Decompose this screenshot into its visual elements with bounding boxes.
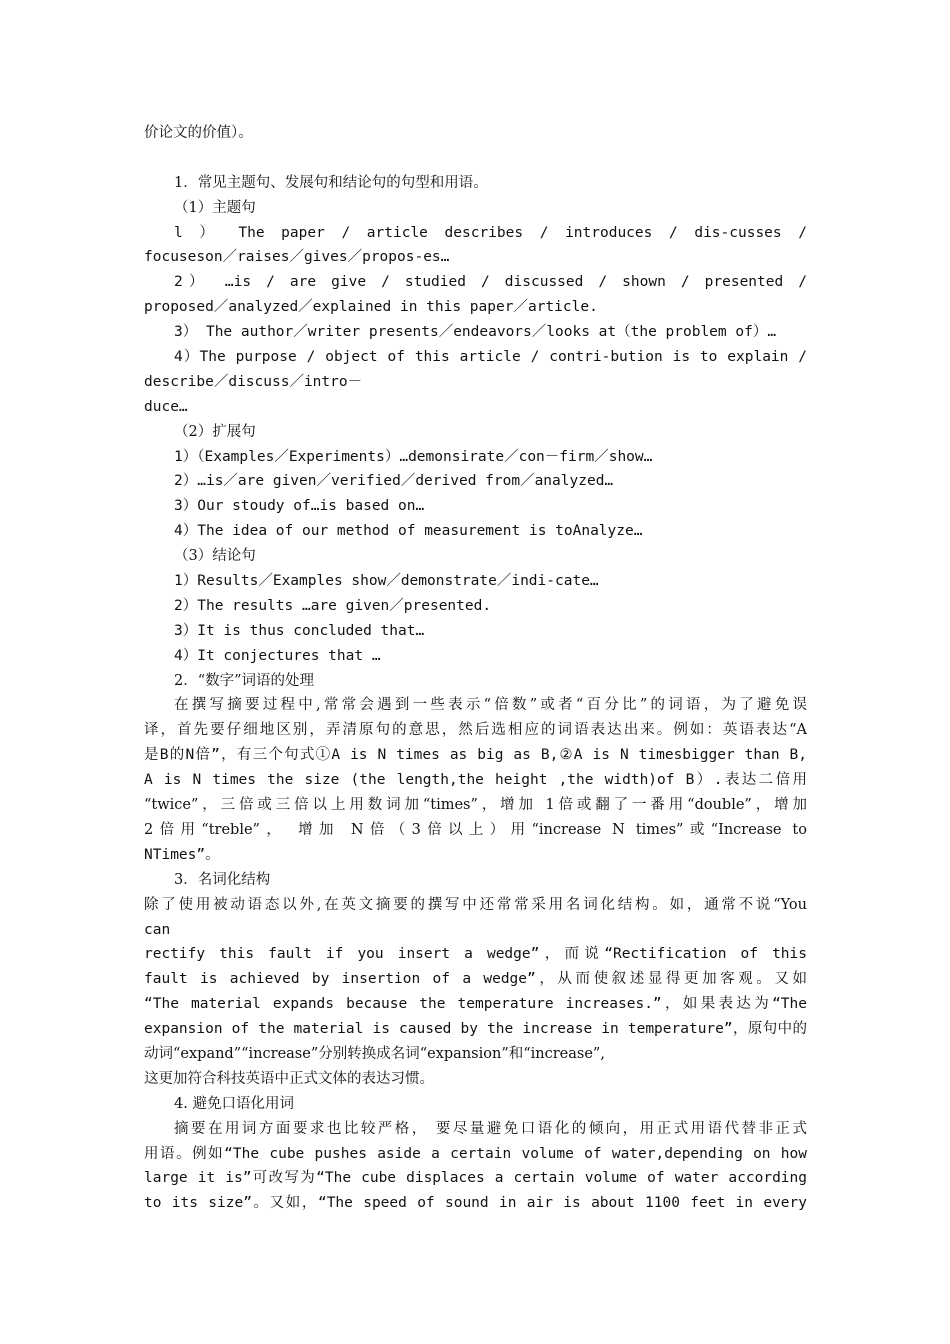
text-line: describe／discuss／intro－ (144, 373, 363, 390)
text-line: 4）The idea of our method of measurement is toAnalyze… (174, 523, 643, 540)
section-heading: 3．名词化结构 (174, 871, 271, 888)
section-heading: 4. 避免口语化用词 (174, 1095, 294, 1112)
text-line: can (144, 921, 171, 938)
text-line: 2）The results …are given／presented. (174, 597, 492, 614)
text-line: 2倍用“treble”， 增加 N倍（3倍以上）用“increase N times”或“Increase to (144, 821, 807, 838)
text-line: 动词“expand”“increase”分别转换成名词“expansion”和“increase”, (144, 1045, 605, 1062)
text-line: 是B的N倍”，有三个句式①A is N times as big as B,②A is N timesbigger than B, (144, 747, 807, 764)
text-line: 4）It conjectures that … (174, 647, 381, 664)
blank-line (144, 146, 807, 171)
text-line: 价论文的价值）。 (144, 125, 253, 141)
text-line: 这更加符合科技英语中正式文体的表达习惯。 (144, 1070, 434, 1087)
section-heading: 1．常见主题句、发展句和结论句的句型和用语。 (174, 174, 488, 191)
section-heading: 2．“数字”词语的处理 (174, 672, 315, 689)
text-line: 除了使用被动语态以外,在英文摘要的撰写中还常常采用名词化结构。如，通常不说“You (144, 896, 807, 913)
subsection-heading: （1）主题句 (174, 199, 256, 216)
text-line: expansion of the material is caused by the increase in temperature”，原句中的 (144, 1021, 807, 1038)
text-line: 3）It is thus concluded that… (174, 622, 425, 639)
text-line: focuseson／raises／gives／propos-es… (144, 249, 450, 266)
subsection-heading: （3）结论句 (174, 548, 256, 565)
text-line: 1）Results／Examples show／demonstrate／indi-cate… (174, 573, 599, 590)
text-line: 摘要在用词方面要求也比较严格， 要尽量避免口语化的倾向，用正式用语代替非正式 (174, 1120, 807, 1137)
text-line: “The material expands because the temperature increases.”，如果表达为“The (144, 996, 807, 1013)
text-line: 在撰写摘要过程中,常常会遇到一些表示“倍数”或者“百分比”的词语，为了避免误 (174, 697, 807, 714)
text-line: proposed／analyzed／explained in this paper／article. (144, 299, 598, 316)
text-line: 3）Our stoudy of…is based on… (174, 498, 425, 515)
text-line: 2） …is / are give / studied / discussed / shown / presented / (174, 274, 807, 291)
text-line: 4）The purpose / object of this article / contri-bution is to explain / (174, 349, 807, 366)
text-line: 译，首先要仔细地区别，弄清原句的意思，然后选相应的词语表达出来。例如：英语表达“A (144, 722, 807, 739)
subsection-heading: （2）扩展句 (174, 423, 256, 440)
text-line: duce… (144, 398, 188, 415)
text-line: large it is”可改写为“The cube displaces a certain volume of water according (144, 1170, 807, 1187)
text-line: l ） The paper / article describes / introduces / dis-cusses / (174, 224, 807, 241)
text-line: 用语。例如“The cube pushes aside a certain volume of water,depending on how (144, 1145, 807, 1162)
text-line: A is N times the size (the length,the height ,the width)of B）.表达二倍用 (144, 772, 807, 789)
text-line: 3） The author／writer presents／endeavors／looks at（the problem of）… (174, 324, 777, 341)
text-line: rectify this fault if you insert a wedge”，而说“Rectification of this (144, 946, 807, 963)
text-line: “twice”，三倍或三倍以上用数词加“times”，增加 1倍或翻了一番用“double”，增加 (144, 797, 807, 814)
text-line: 1）（Examples／Experiments）…demonsirate／con－firm／show… (174, 448, 653, 465)
text-line: 2）…is／are given／verified／derived from／analyzed… (174, 473, 614, 490)
text-line: NTimes”。 (144, 846, 220, 863)
text-line: fault is achieved by insertion of a wedge”，从而使叙述显得更加客观。又如 (144, 971, 807, 988)
text-line: to its size”。又如，“The speed of sound in air is about 1100 feet in every (144, 1195, 807, 1212)
